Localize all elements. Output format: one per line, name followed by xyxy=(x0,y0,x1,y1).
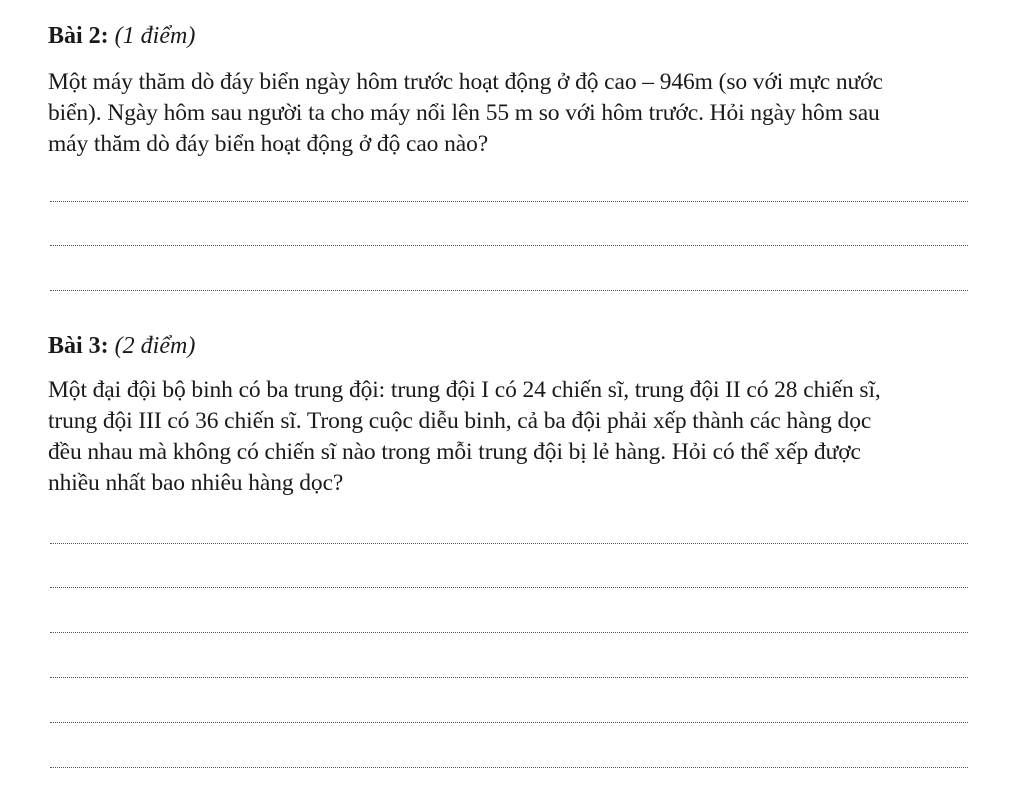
exercise-2-points: (1 điểm) xyxy=(114,23,196,49)
exercise-3-answer-line-1[interactable] xyxy=(50,543,968,544)
exercise-3-line-4: nhiều nhất bao nhiêu hàng dọc? xyxy=(48,470,344,496)
exercise-2-label: Bài 2: xyxy=(48,23,109,49)
exercise-3-answer-line-4[interactable] xyxy=(50,677,968,678)
exercise-2-answer-line-3[interactable] xyxy=(50,290,968,291)
exercise-3-label: Bài 3: xyxy=(48,333,109,359)
exercise-3-answer-line-6[interactable] xyxy=(50,767,968,768)
exercise-3-line-1: Một đại đội bộ binh có ba trung đội: trung đội I có 24 chiến sĩ, trung đội II có 28 chiến sĩ, xyxy=(48,377,881,403)
exercise-2-line-3: máy thăm dò đáy biển hoạt động ở độ cao nào? xyxy=(48,131,489,157)
exercise-3-answer-line-2[interactable] xyxy=(50,587,968,588)
exercise-2-heading xyxy=(48,22,195,50)
exercise-3-answer-line-3[interactable] xyxy=(50,632,968,633)
exercise-3-points: (2 điểm) xyxy=(114,333,196,359)
exercise-3-question xyxy=(48,375,978,499)
exercise-2-question xyxy=(48,67,978,160)
exercise-3-line-3: đều nhau mà không có chiến sĩ nào trong mỗi trung đội bị lẻ hàng. Hỏi có thể xếp được xyxy=(48,439,861,465)
exercise-3-line-2: trung đội III có 36 chiến sĩ. Trong cuộc diễu binh, cả ba đội phải xếp thành các hàng dọc xyxy=(48,408,872,434)
exercise-2-answer-line-2[interactable] xyxy=(50,245,968,246)
exercise-2-line-1: Một máy thăm dò đáy biển ngày hôm trước hoạt động ở độ cao – 946m (so với mực nước xyxy=(48,69,883,95)
exercise-2-answer-line-1[interactable] xyxy=(50,201,968,202)
exercise-3-heading xyxy=(48,332,195,360)
exercise-3-answer-line-5[interactable] xyxy=(50,722,968,723)
exercise-2-line-2: biển). Ngày hôm sau người ta cho máy nổi lên 55 m so với hôm trước. Hỏi ngày hôm sau xyxy=(48,100,880,126)
